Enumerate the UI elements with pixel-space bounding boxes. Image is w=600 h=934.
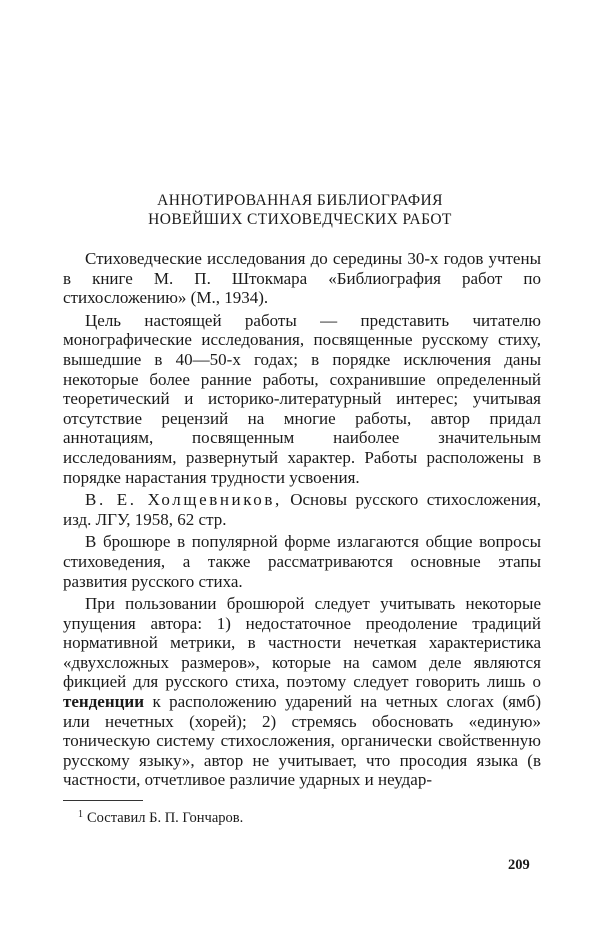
bibliography-entry bbox=[63, 490, 541, 529]
footnote-divider bbox=[63, 800, 143, 801]
entry-title: Основы русского стихосложения, изд. ЛГУ, 1958, 62 стр. bbox=[63, 490, 541, 529]
entry-author: В. Е. Холщевников, bbox=[85, 490, 282, 510]
section-title-line-1: АННОТИРОВАННАЯ БИБЛИОГРАФИЯ bbox=[157, 192, 443, 209]
remarks-text-a: При пользовании брошюрой следует учитывать некоторые упущения автора: 1) недостаточное преодоление традиций нормативной метрики, в частности нечеткая характеристика «двухсложных размеров», которые на самом деле являются фикцией для русского стиха, поэтому следует говорить лишь о bbox=[63, 594, 541, 692]
remarks-text-b: к расположению ударений на четных слогах (ямб) или нечетных (хорей); 2) стремясь обосновать «единую» тоническую систему стихосложения, органически свойственную русскому языку», автор не учитывает, что просодия языка (в частности, отчетливое различие ударных и неудар- bbox=[63, 692, 541, 790]
page-number: 209 bbox=[508, 857, 530, 873]
footnote bbox=[78, 806, 243, 827]
footnote-text: Составил Б. П. Гончаров. bbox=[87, 810, 244, 826]
paragraph-remarks bbox=[63, 594, 541, 790]
paragraph-intro: Стиховедческие исследования до середины 30-х годов учтены в книге М. П. Штокмара «Библиография работ по стихосложению» (М., 1934). bbox=[63, 249, 541, 308]
emphasis-word: тенденции bbox=[63, 692, 145, 712]
main-text bbox=[63, 249, 541, 790]
paragraph-purpose: Цель настоящей работы — представить читателю монографические исследования, посвященные русскому стиху, вышедшие в 40—50-х годах; в порядке исключения даны некоторые более ранние работы, сохранившие определенный теоретический и историко-литературный интерес; учитывая отсутствие рецензий на многие работы, автор придал аннотациям, посвященным наиболее значительным исследованиям, развернутый характер. Работы расположены в порядке нарастания трудности усвоения. bbox=[63, 310, 541, 487]
section-title-line-2: НОВЕЙШИХ СТИХОВЕДЧЕСКИХ РАБОТ bbox=[148, 211, 452, 228]
paragraph-annotation: В брошюре в популярной форме излагаются общие вопросы стиховедения, а также рассматриваются основные этапы развития русского стиха. bbox=[63, 532, 541, 591]
footnote-mark: 1 bbox=[78, 809, 83, 820]
